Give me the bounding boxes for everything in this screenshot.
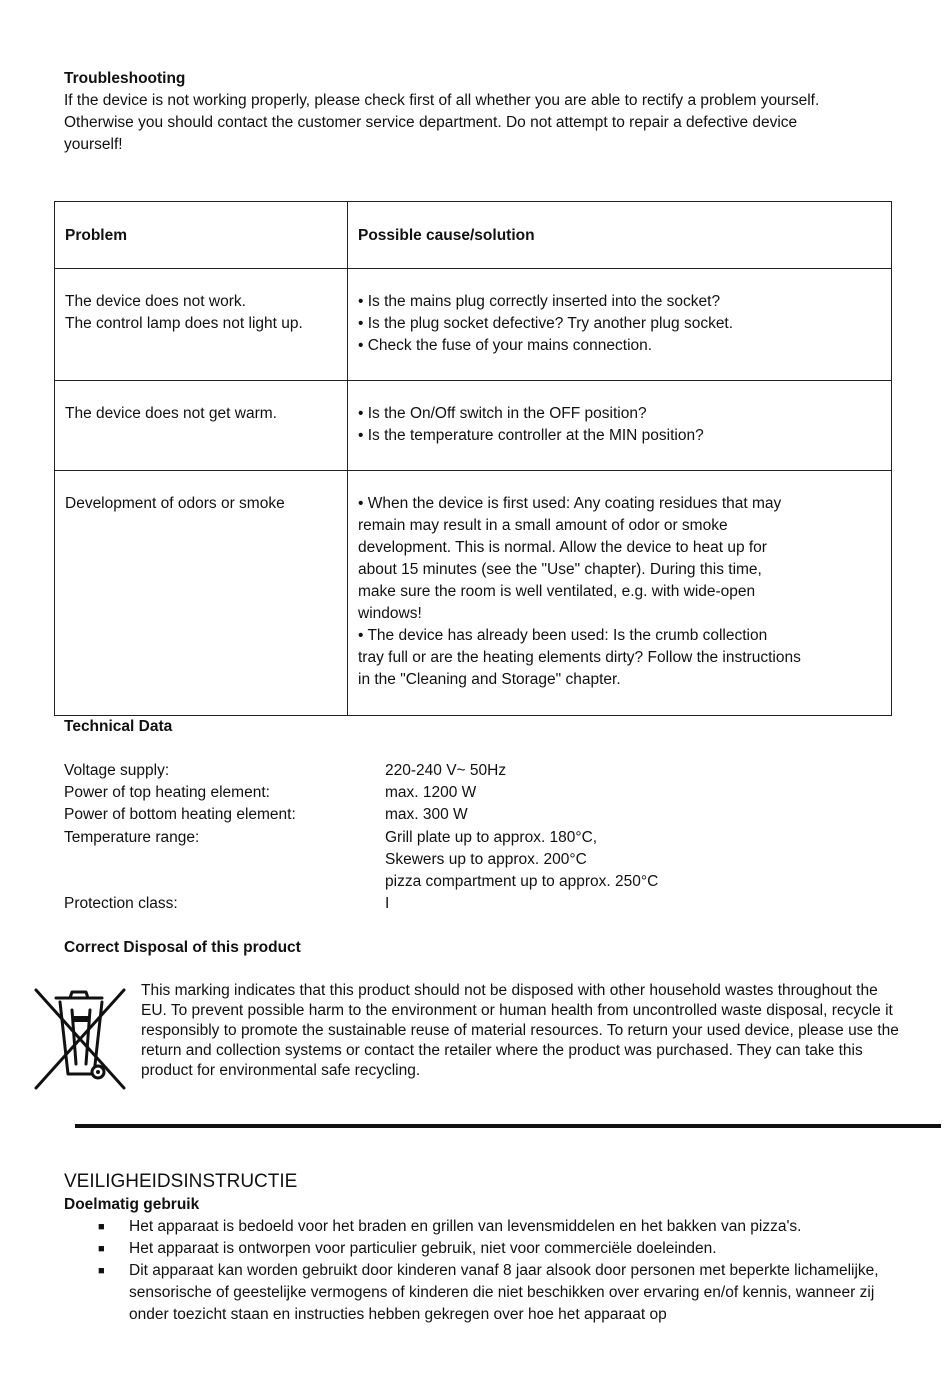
list-item [64,1238,894,1260]
section-divider [75,1124,941,1128]
troubleshooting-table [54,201,892,716]
table-row [55,269,892,381]
solution-cell [348,381,892,471]
list-item-text: Het apparaat is ontworpen voor particulier gebruik, niet voor commerciële doeleinden. [129,1240,717,1257]
dutch-list [64,1216,894,1326]
solution-line: in the "Cleaning and Storage" chapter. [358,671,621,688]
spec-value: I [385,895,390,912]
solution-line: tray full or are the heating elements dirty? Follow the instructions [358,649,801,666]
solution-cell [348,471,892,716]
spec-label: Temperature range: [64,829,200,846]
spec-value: max. 300 W [385,806,468,823]
table-row [55,381,892,471]
disposal-text: This marking indicates that this product should not be disposed with other household wastes throughout the EU. To prevent possible harm to the environment or human health from uncontrolled waste disposal, recycle it responsibly to promote the sustainable reuse of material resources. To return your used device, please use the return and collection systems or contact the retailer where the product was purchased. They can take this product for environmental safe recycling. [141,982,899,1079]
solution-line: • Check the fuse of your mains connection. [358,337,653,354]
problem-cell [55,269,348,381]
header-problem: Problem [55,202,348,269]
square-bullet-icon: ■ [98,1243,105,1255]
troubleshooting-intro: If the device is not working properly, please check first of all whether you are able to rectify a problem yourself. Otherwise you should contact the customer service department. Do not attempt to repair a defective device yourself! [64,92,820,153]
spec-label: Power of top heating element: [64,784,270,801]
list-item [64,1216,894,1238]
problem-line: The device does not get warm. [65,405,277,422]
spec-value: Grill plate up to approx. 180°C, [385,829,598,846]
spec-label: Voltage supply: [64,762,170,779]
disposal-title: Correct Disposal of this product [64,939,301,956]
solution-line: • Is the On/Off switch in the OFF position? [358,405,647,422]
solution-line: • Is the temperature controller at the MIN position? [358,427,704,444]
problem-line: Development of odors or smoke [65,495,285,512]
problem-line: The device does not work. [65,293,246,310]
solution-cell [348,269,892,381]
table-row [55,471,892,716]
solution-line: development. This is normal. Allow the device to heat up for [358,539,767,556]
list-item-text: Het apparaat is bedoeld voor het braden en grillen van levensmiddelen en het bakken van pizza's. [129,1218,802,1235]
solution-line: • The device has already been used: Is the crumb collection [358,627,768,644]
weee-crossed-bin-icon [32,984,128,1092]
spec-value: Skewers up to approx. 200°C [385,851,587,868]
header-solution: Possible cause/solution [348,202,892,269]
solution-line: remain may result in a small amount of odor or smoke [358,517,728,534]
square-bullet-icon: ■ [98,1265,105,1277]
list-item-text: Dit apparaat kan worden gebruikt door kinderen vanaf 8 jaar alsook door personen met beperkte lichamelijke, sensorische of geestelijke vermogens of kinderen die niet beschikken over ervaring en/of kennis, wanneer zij onder toezicht staan en instructies hebben gekregen over hoe het apparaat op [129,1262,879,1323]
solution-line: • When the device is first used: Any coating residues that may [358,495,782,512]
problem-cell [55,471,348,716]
solution-line: • Is the mains plug correctly inserted into the socket? [358,293,721,310]
spec-value: pizza compartment up to approx. 250°C [385,873,659,890]
troubleshooting-title: Troubleshooting [64,70,186,87]
problem-line: The control lamp does not light up. [65,315,303,332]
spec-value: max. 1200 W [385,784,477,801]
spec-label: Protection class: [64,895,178,912]
spec-value: 220-240 V~ 50Hz [385,762,507,779]
list-item [64,1260,894,1326]
spec-label: Power of bottom heating element: [64,806,296,823]
solution-line: • Is the plug socket defective? Try another plug socket. [358,315,734,332]
solution-line: make sure the room is well ventilated, e.g. with wide-open [358,583,756,600]
dutch-section-title: VEILIGHEIDSINSTRUCTIE [64,1171,298,1192]
table-header-row [55,202,892,269]
problem-cell [55,381,348,471]
solution-line: windows! [358,605,422,622]
dutch-section-subtitle: Doelmatig gebruik [64,1196,200,1213]
technical-data-title: Technical Data [64,718,173,735]
solution-line: about 15 minutes (see the "Use" chapter). During this time, [358,561,762,578]
square-bullet-icon: ■ [98,1221,105,1233]
